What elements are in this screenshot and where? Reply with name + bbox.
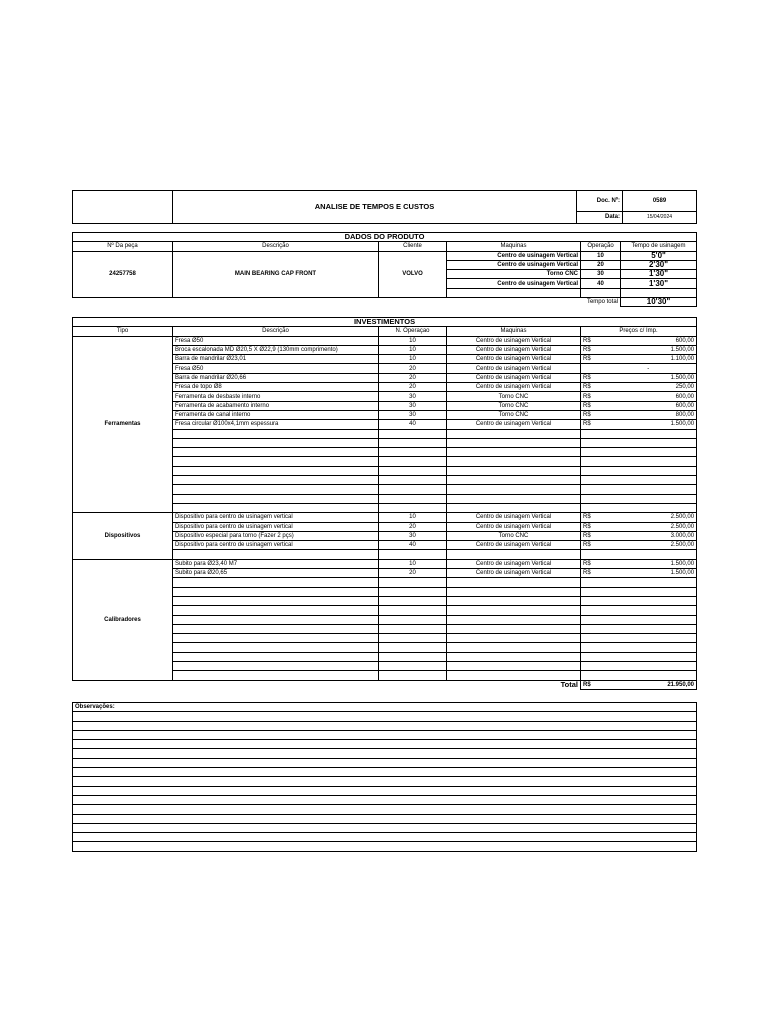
item-currency: R$ [581, 513, 601, 522]
item-operation [379, 624, 447, 633]
col-maquinas: Maquinas [447, 242, 581, 251]
product-section-title: DADOS DO PRODUTO [73, 233, 697, 242]
item-currency [581, 550, 601, 559]
item-operation [379, 466, 447, 475]
observation-line[interactable] [73, 786, 697, 795]
item-machine: Torno CNC [447, 410, 581, 419]
observation-line[interactable] [73, 721, 697, 730]
investments-table [72, 317, 697, 690]
item-currency [581, 643, 601, 652]
item-description: Subito para Ø20,65 [173, 569, 379, 578]
item-operation [379, 634, 447, 643]
item-description [173, 503, 379, 512]
item-description: Ferramenta de canal interno [173, 410, 379, 419]
col-peca: Nº Da peça [73, 242, 173, 251]
item-operation: 30 [379, 410, 447, 419]
item-machine [447, 587, 581, 596]
item-operation: 20 [379, 522, 447, 531]
item-machine: Torno CNC [447, 531, 581, 540]
item-machine [447, 438, 581, 447]
item-currency [581, 624, 601, 633]
item-operation: 10 [379, 345, 447, 354]
investments-section-title: INVESTIMENTOS [73, 318, 697, 327]
item-machine [447, 550, 581, 559]
item-description [173, 438, 379, 447]
part-number: 24257758 [73, 251, 173, 297]
col-operacao: Operação [581, 242, 621, 251]
item-operation [379, 615, 447, 624]
item-machine [447, 494, 581, 503]
item-description [173, 661, 379, 670]
item-price [601, 578, 697, 587]
item-machine [447, 485, 581, 494]
item-machine: Centro de usinagem Vertical [447, 383, 581, 392]
item-machine: Centro de usinagem Vertical [447, 513, 581, 522]
item-currency: R$ [581, 410, 601, 419]
item-currency: R$ [581, 569, 601, 578]
item-price: 2.500,00 [601, 541, 697, 550]
total-label: Total [560, 680, 578, 689]
part-description: MAIN BEARING CAP FRONT [173, 251, 379, 297]
col-descricao: Descrição [173, 327, 379, 336]
header-table [72, 190, 697, 224]
item-operation [379, 485, 447, 494]
item-description: Barra de mandrilar Ø23,01 [173, 355, 379, 364]
item-price [601, 615, 697, 624]
item-price [601, 652, 697, 661]
document-title: ANALISE DE TEMPOS E CUSTOS [173, 191, 577, 224]
item-description [173, 634, 379, 643]
item-operation [379, 503, 447, 512]
item-price [601, 624, 697, 633]
item-operation [379, 671, 447, 680]
item-operation: 20 [379, 373, 447, 382]
item-description [173, 587, 379, 596]
observation-line[interactable] [73, 805, 697, 814]
item-description: Fresa Ø50 [173, 336, 379, 345]
item-machine: Centro de usinagem Vertical [447, 569, 581, 578]
machine-cell: Torno CNC [447, 270, 581, 279]
machine-cell: Centro de usinagem Vertical [447, 251, 581, 260]
item-description: Subito para Ø23,40 M7 [173, 559, 379, 568]
item-machine: Centro de usinagem Vertical [447, 364, 581, 373]
item-description: Dispositivo especial para torno (Fazer 2 pçs) [173, 531, 379, 540]
table-row [73, 336, 697, 345]
observation-line[interactable] [73, 777, 697, 786]
item-currency [581, 578, 601, 587]
item-operation: 40 [379, 420, 447, 429]
observation-line[interactable] [73, 842, 697, 851]
observation-line[interactable] [73, 823, 697, 832]
item-operation: 10 [379, 336, 447, 345]
item-price [601, 661, 697, 670]
table-row [73, 559, 697, 568]
doc-number-value: 0589 [623, 191, 697, 212]
date-label: Data: [577, 211, 623, 223]
item-operation [379, 457, 447, 466]
item-machine [447, 503, 581, 512]
item-currency [581, 438, 601, 447]
time-cell: 1'30" [621, 270, 697, 279]
item-description: Dispositivo para centro de usinagem vertical [173, 541, 379, 550]
item-price: 800,00 [601, 410, 697, 419]
item-operation: 30 [379, 531, 447, 540]
item-currency [581, 494, 601, 503]
item-price [601, 634, 697, 643]
item-description [173, 429, 379, 438]
item-price: - [601, 364, 697, 373]
item-machine: Centro de usinagem Vertical [447, 373, 581, 382]
col-cliente: Cliente [379, 242, 447, 251]
item-operation: 40 [379, 541, 447, 550]
item-operation [379, 578, 447, 587]
product-table [72, 232, 697, 307]
item-operation [379, 550, 447, 559]
item-price: 600,00 [601, 392, 697, 401]
item-currency [581, 364, 601, 373]
item-currency [581, 503, 601, 512]
category-ferramentas: Ferramentas [73, 336, 173, 513]
item-operation [379, 661, 447, 670]
item-currency [581, 634, 601, 643]
observation-line[interactable] [73, 749, 697, 758]
item-machine: Centro de usinagem Vertical [447, 522, 581, 531]
item-price: 600,00 [601, 336, 697, 345]
item-machine [447, 624, 581, 633]
item-operation: 20 [379, 383, 447, 392]
machine-cell: Centro de usinagem Vertical [447, 279, 581, 288]
item-description [173, 596, 379, 605]
item-description [173, 615, 379, 624]
item-operation: 30 [379, 392, 447, 401]
item-currency [581, 476, 601, 485]
item-currency: R$ [581, 383, 601, 392]
item-operation: 10 [379, 513, 447, 522]
item-operation [379, 429, 447, 438]
item-description: Broca escalonada MD Ø20,5 X Ø22,9 (130mm comprimento) [173, 345, 379, 354]
item-currency [581, 661, 601, 670]
item-price: 1.100,00 [601, 355, 697, 364]
observations-table [72, 702, 697, 852]
item-currency [581, 448, 601, 457]
item-price: 1.500,00 [601, 345, 697, 354]
item-price: 1.500,00 [601, 420, 697, 429]
item-machine [447, 466, 581, 475]
item-price: 2.500,00 [601, 522, 697, 531]
category-dispositivos: Dispositivos [73, 513, 173, 559]
time-cell: 2'30" [621, 260, 697, 269]
total-currency: R$ [581, 680, 601, 689]
item-price: 600,00 [601, 401, 697, 410]
item-operation: 20 [379, 364, 447, 373]
item-machine [447, 606, 581, 615]
category-calibradores: Calibradores [73, 559, 173, 680]
item-machine: Torno CNC [447, 392, 581, 401]
item-price [601, 494, 697, 503]
item-machine [447, 457, 581, 466]
item-price [601, 448, 697, 457]
client-name: VOLVO [379, 251, 447, 297]
item-price [601, 587, 697, 596]
item-currency [581, 466, 601, 475]
item-operation [379, 587, 447, 596]
item-currency: R$ [581, 420, 601, 429]
table-row [73, 513, 697, 522]
item-currency [581, 606, 601, 615]
item-description [173, 652, 379, 661]
col-descricao: Descrição [173, 242, 379, 251]
item-machine [447, 615, 581, 624]
item-machine: Centro de usinagem Vertical [447, 559, 581, 568]
item-currency: R$ [581, 531, 601, 540]
item-description: Fresa de topo Ø8 [173, 383, 379, 392]
col-precos: Preços c/ Imp. [581, 327, 697, 336]
machine-cell: Centro de usinagem Vertical [447, 260, 581, 269]
item-currency [581, 652, 601, 661]
item-description [173, 448, 379, 457]
item-currency [581, 596, 601, 605]
item-operation [379, 643, 447, 652]
time-cell-empty [621, 288, 697, 297]
item-operation [379, 476, 447, 485]
item-currency [581, 485, 601, 494]
observation-line[interactable] [73, 814, 697, 823]
operation-cell: 30 [581, 270, 621, 279]
item-description [173, 643, 379, 652]
item-machine: Centro de usinagem Vertical [447, 345, 581, 354]
item-description: Ferramenta de desbaste interno [173, 392, 379, 401]
item-machine [447, 652, 581, 661]
item-operation [379, 494, 447, 503]
col-tempo: Tempo de usinagem [621, 242, 697, 251]
item-price [601, 485, 697, 494]
item-machine [447, 476, 581, 485]
item-price [601, 596, 697, 605]
item-machine [447, 578, 581, 587]
item-currency: R$ [581, 336, 601, 345]
item-operation: 10 [379, 355, 447, 364]
item-currency [581, 615, 601, 624]
item-price [601, 503, 697, 512]
observation-line[interactable] [73, 758, 697, 767]
item-machine [447, 634, 581, 643]
item-currency [581, 429, 601, 438]
observation-line[interactable] [73, 768, 697, 777]
item-price: 1.500,00 [601, 373, 697, 382]
item-description [173, 624, 379, 633]
item-currency: R$ [581, 392, 601, 401]
item-currency: R$ [581, 355, 601, 364]
observations-label: Observações: [73, 703, 697, 712]
observation-line[interactable] [73, 740, 697, 749]
item-currency: R$ [581, 541, 601, 550]
total-value: 21.950,00 [601, 680, 697, 689]
item-description [173, 606, 379, 615]
item-description [173, 466, 379, 475]
time-cell: 1'30" [621, 279, 697, 288]
item-operation [379, 652, 447, 661]
date-value: 15/04/2024 [623, 211, 697, 223]
total-time-value: 10'30" [621, 298, 697, 307]
item-currency [581, 671, 601, 680]
item-price [601, 438, 697, 447]
item-machine [447, 643, 581, 652]
item-operation [379, 448, 447, 457]
item-operation [379, 606, 447, 615]
item-price: 2.500,00 [601, 513, 697, 522]
item-machine [447, 448, 581, 457]
doc-number-label: Doc. Nº: [577, 191, 623, 212]
item-currency [581, 457, 601, 466]
item-machine [447, 671, 581, 680]
observation-line[interactable] [73, 730, 697, 739]
item-description: Dispositivo para centro de usinagem vertical [173, 513, 379, 522]
item-operation [379, 438, 447, 447]
item-price [601, 671, 697, 680]
item-description [173, 476, 379, 485]
item-description: Fresa Ø50 [173, 364, 379, 373]
logo-area [73, 191, 173, 224]
item-description: Dispositivo para centro de usinagem vertical [173, 522, 379, 531]
col-operacao: N. Operaçao [379, 327, 447, 336]
item-price: 3.000,00 [601, 531, 697, 540]
time-cell: 5'0" [621, 251, 697, 260]
item-machine: Centro de usinagem Vertical [447, 541, 581, 550]
item-price: 1.500,00 [601, 559, 697, 568]
item-operation: 30 [379, 401, 447, 410]
operation-cell: 40 [581, 279, 621, 288]
item-price [601, 466, 697, 475]
item-description: Barra de mandrilar Ø20,66 [173, 373, 379, 382]
col-maquinas: Maquinas [447, 327, 581, 336]
item-machine [447, 429, 581, 438]
item-description: Fresa circular Ø100x4,1mm espessura [173, 420, 379, 429]
item-description [173, 494, 379, 503]
item-operation: 10 [379, 559, 447, 568]
item-currency: R$ [581, 345, 601, 354]
item-price: 250,00 [601, 383, 697, 392]
item-currency [581, 587, 601, 596]
item-price [601, 550, 697, 559]
item-currency: R$ [581, 373, 601, 382]
item-description [173, 671, 379, 680]
item-description [173, 578, 379, 587]
operation-cell: 20 [581, 260, 621, 269]
item-currency: R$ [581, 401, 601, 410]
item-machine: Centro de usinagem Vertical [447, 355, 581, 364]
item-operation: 20 [379, 569, 447, 578]
item-description [173, 550, 379, 559]
item-price [601, 457, 697, 466]
observation-line[interactable] [73, 795, 697, 804]
item-description [173, 485, 379, 494]
item-description: Ferramenta de acabamento interno [173, 401, 379, 410]
observation-line[interactable] [73, 833, 697, 842]
item-price: 1.500,00 [601, 569, 697, 578]
item-machine: Torno CNC [447, 401, 581, 410]
item-description [173, 457, 379, 466]
machine-cell-empty [447, 288, 581, 297]
item-machine [447, 596, 581, 605]
col-tipo: Tipo [73, 327, 173, 336]
operation-cell-empty [581, 288, 621, 297]
item-price [601, 476, 697, 485]
item-machine: Centro de usinagem Vertical [447, 420, 581, 429]
operation-cell: 10 [581, 251, 621, 260]
item-machine: Centro de usinagem Vertical [447, 336, 581, 345]
item-price [601, 606, 697, 615]
item-price [601, 429, 697, 438]
item-operation [379, 596, 447, 605]
total-time-label: Tempo total [586, 299, 618, 306]
item-price [601, 643, 697, 652]
item-currency: R$ [581, 522, 601, 531]
item-currency: R$ [581, 559, 601, 568]
observation-line[interactable] [73, 712, 697, 721]
item-machine [447, 661, 581, 670]
